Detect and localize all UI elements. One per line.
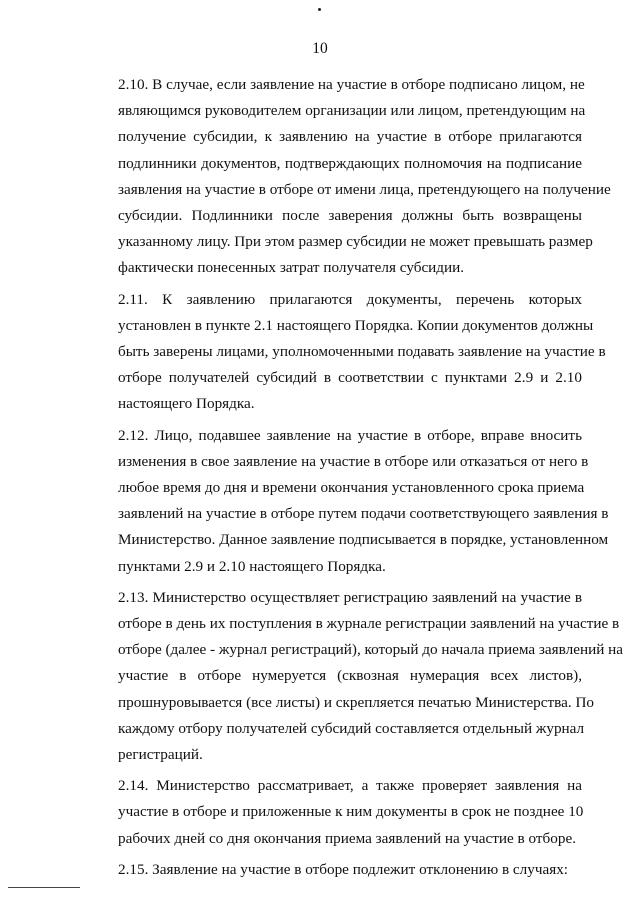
text-line: 2.13. Министерство осуществляет регистрацию заявлений на участие в	[118, 588, 582, 606]
text-line: 2.10. В случае, если заявление на участие в отборе подписано лицом, не	[118, 76, 585, 93]
scan-mark	[318, 8, 321, 11]
text-line: изменения в свое заявление на участие в отборе или отказаться от него в	[118, 452, 589, 470]
text-line: настоящего Порядка.	[118, 395, 255, 413]
page-number: 10	[312, 40, 328, 57]
text-line: подлинники документов, подтверждающих полномочия на подписание	[118, 154, 582, 172]
document-body	[86, 72, 623, 888]
text-line: рабочих дней со дня окончания приема заявлений на участие в отборе.	[118, 829, 577, 847]
footnote-rule	[8, 887, 80, 888]
text-line: Министерство. Данное заявление подписывается в порядке, установленном	[118, 531, 609, 549]
text-line: заявления на участие в отборе от имени лица, претендующего на получение	[118, 180, 611, 198]
text-line: пунктами 2.9 и 2.10 настоящего Порядка.	[118, 557, 386, 575]
text-line: быть заверены лицами, уполномоченными подавать заявление на участие в	[118, 343, 606, 361]
text-line: отборе в день их поступления в журнале регистрации заявлений на участие в	[118, 615, 620, 633]
text-line: регистраций.	[118, 746, 203, 764]
text-line: указанному лицу. При этом размер субсидии не может превышать размер	[118, 233, 593, 251]
text-line: фактически понесенных затрат получателя субсидии.	[118, 259, 465, 277]
text-line: любое время до дня и времени окончания установленного срока приема	[118, 479, 585, 497]
text-line: получение субсидии, к заявлению на участие в отборе прилагаются	[118, 128, 582, 146]
text-line: участие в отборе и приложенные к ним документы в срок не позднее 10	[118, 803, 584, 821]
text-line: являющимся руководителем организации или лицом, претендующим на	[118, 102, 586, 120]
text-line: установлен в пункте 2.1 настоящего Порядка. Копии документов должны	[118, 316, 594, 334]
paragraph-2-12	[86, 423, 609, 580]
text-line: участие в отборе нумеруется (сквозная нумерация всех листов),	[118, 667, 582, 685]
text-line: 2.14. Министерство рассматривает, а также проверяет заявления на	[118, 777, 582, 795]
text-line: каждому отбору получателей субсидий составляется отдельный журнал	[118, 719, 585, 737]
text-line: 2.12. Лицо, подавшее заявление на участие в отборе, вправе вносить	[118, 426, 582, 444]
paragraph-2-13	[86, 585, 623, 768]
text-line: отборе получателей субсидий в соответствии с пунктами 2.9 и 2.10	[118, 369, 582, 387]
paragraph-2-15	[86, 857, 582, 883]
paragraph-2-10	[86, 72, 611, 282]
text-line: 2.11. К заявлению прилагаются документы, перечень которых	[118, 290, 582, 308]
text-line: заявлений на участие в отборе путем подачи соответствующего заявления в	[118, 505, 609, 523]
text-line: 2.15. Заявление на участие в отборе подлежит отклонению в случаях:	[118, 860, 569, 878]
paragraph-2-11	[86, 287, 606, 418]
text-line: отборе (далее - журнал регистраций), который до начала приема заявлений на	[118, 641, 623, 659]
text-line: субсидии. Подлинники после заверения должны быть возвращены	[118, 207, 582, 225]
text-line: прошнуровывается (все листы) и скрепляется печатью Министерства. По	[118, 693, 595, 711]
paragraph-2-14	[86, 773, 582, 852]
